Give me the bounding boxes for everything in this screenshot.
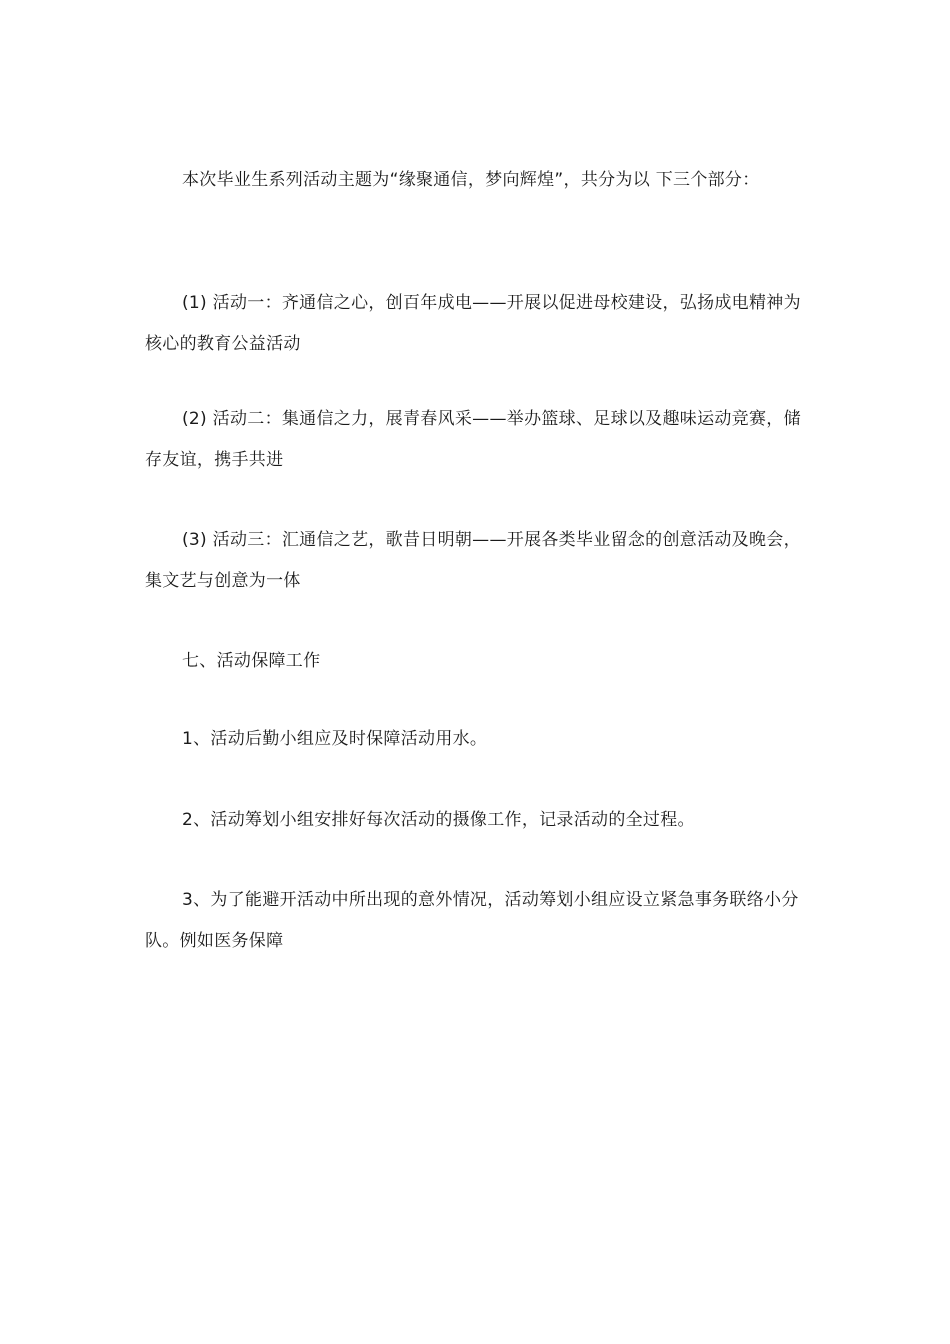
guarantee-item-2: 2、活动筹划小组安排好每次活动的摄像工作，记录活动的全过程。 [182,810,695,830]
guarantee-item-3: 3、为了能避开活动中所出现的意外情况，活动筹划小组应设立紧急事务联络小分队。例如医务保障 [145,890,799,951]
section-heading: 七、活动保障工作 [182,651,321,671]
intro-paragraph: 本次毕业生系列活动主题为“缘聚通信，梦向辉煌”，共分为以 下三个部分： [182,170,760,190]
activity-one-paragraph: (1) 活动一：齐通信之心，创百年成电——开展以促进母校建设，弘扬成电精神为核心的教育公益活动 [145,293,801,354]
activity-three-paragraph: (3) 活动三：汇通信之艺，歌昔日明朝——开展各类毕业留念的创意活动及晚会，集文艺与创意为一体 [145,530,801,591]
guarantee-item-1: 1、活动后勤小组应及时保障活动用水。 [182,729,488,749]
activity-two-paragraph: (2) 活动二：集通信之力，展青春风采——举办篮球、足球以及趣味运动竞赛，储存友谊，携手共进 [145,409,801,470]
